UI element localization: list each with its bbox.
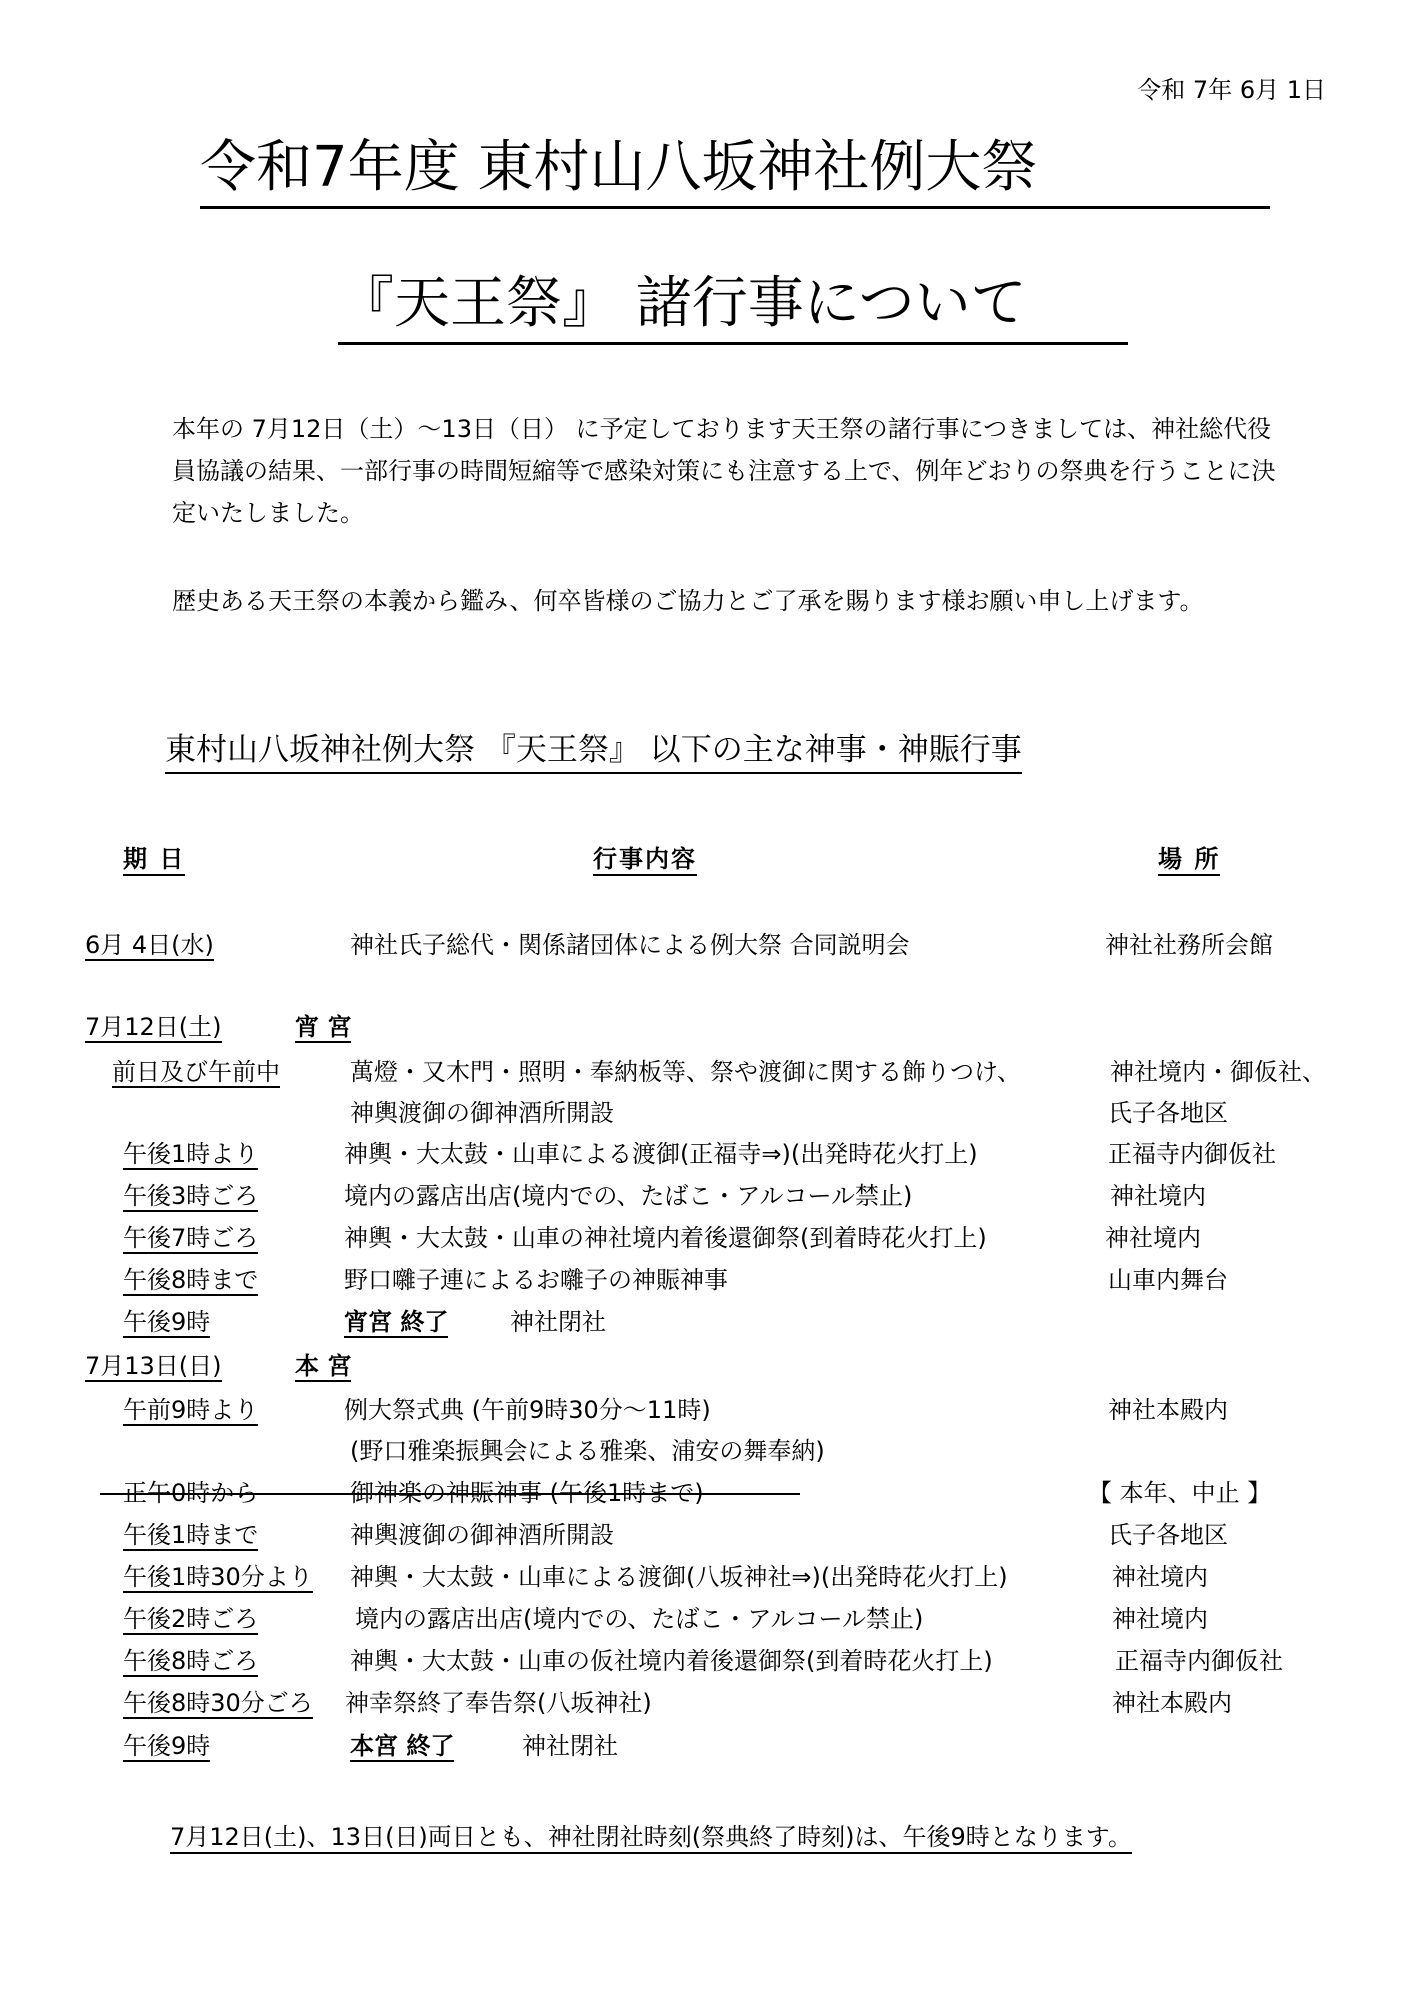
row-time: 午後1時より: [123, 1140, 259, 1168]
row-place: 正福寺内御仮社: [1108, 1140, 1276, 1168]
row-place: 神社境内: [1110, 1182, 1206, 1210]
table-row: [0, 925, 1414, 965]
row-content: 野口囃子連によるお囃子の神賑神事: [344, 1266, 728, 1294]
footer-note: 7月12日(土)、13日(日)両日とも、神社閉社時刻(祭典終了時刻)は、午後9時となります。: [170, 1825, 1132, 1854]
column-header-date: 期 日: [123, 847, 185, 876]
column-header-place: 場 所: [1158, 847, 1220, 876]
day-date: 7月13日(日): [85, 1352, 222, 1380]
day-header-honmiya: [0, 1346, 1414, 1386]
table-row: [0, 1052, 1414, 1092]
row-note: 神社閉社: [522, 1732, 618, 1760]
row-time: 午後2時ごろ: [123, 1605, 259, 1633]
row-time: 午後8時ごろ: [123, 1647, 259, 1675]
row-place: 正福寺内御仮社: [1115, 1647, 1283, 1675]
row-end-label: 本宮 終了: [350, 1732, 455, 1760]
row-content: 萬燈・又木門・照明・奉納板等、祭や渡御に関する飾りつけ、: [350, 1058, 1022, 1086]
intro-paragraph-1: 本年の 7月12日（土）～13日（日） に予定しております天王祭の諸行事につきましては、神社総代役員協議の結果、一部行事の時間短縮等で感染対策にも注意する上で、例年どおりの祭典を行うことに決定いたしました。: [172, 415, 1276, 527]
row-time: 午後7時ごろ: [123, 1224, 259, 1252]
row-content: 神幸祭終了奉告祭(八坂神社): [345, 1689, 652, 1717]
cancelled-notice: 【 本年、中止 】: [1088, 1479, 1272, 1507]
row-content: 神輿渡御の御神酒所開設: [350, 1099, 614, 1127]
row-content: (野口雅楽振興会による雅楽、浦安の舞奉納): [350, 1437, 825, 1465]
row-place: 神社本殿内: [1112, 1689, 1232, 1717]
row-place: 神社境内・御仮社、: [1110, 1058, 1326, 1086]
row-content: 境内の露店出店(境内での、たばこ・アルコール禁止): [355, 1605, 924, 1633]
row-content: 神社氏子総代・関係諸団体による例大祭 合同説明会: [350, 931, 910, 959]
row-content: 神輿・大太鼓・山車による渡御(八坂神社⇒)(出発時花火打上): [350, 1563, 1008, 1591]
row-place: 神社境内: [1112, 1563, 1208, 1591]
schedule-heading: 東村山八坂神社例大祭 『天王祭』 以下の主な神事・神賑行事: [165, 735, 1022, 774]
table-row: [0, 1176, 1414, 1216]
row-place: 山車内舞台: [1108, 1266, 1228, 1294]
day-name: 本 宮: [295, 1352, 352, 1380]
row-place: 神社境内: [1112, 1605, 1208, 1633]
row-content: 神輿・大太鼓・山車の神社境内着後還御祭(到着時花火打上): [344, 1224, 987, 1252]
table-row: [0, 1599, 1414, 1639]
table-row: [0, 1641, 1414, 1681]
row-content: 神輿・大太鼓・山車による渡御(正福寺⇒)(出発時花火打上): [344, 1140, 978, 1168]
row-time: 午後8時まで: [123, 1266, 259, 1294]
row-place: 神社境内: [1105, 1224, 1201, 1252]
table-row: [0, 1515, 1414, 1555]
row-note: 神社閉社: [510, 1308, 606, 1336]
title-line-1: 令和7年度 東村山八坂神社例大祭: [200, 140, 1270, 209]
table-row: [0, 1134, 1414, 1174]
row-time: 午後1時30分より: [123, 1563, 313, 1591]
row-content: 境内の露店出店(境内での、たばこ・アルコール禁止): [344, 1182, 913, 1210]
table-row: [0, 1557, 1414, 1597]
row-time: 午後1時まで: [123, 1521, 259, 1549]
row-content: 神輿渡御の御神酒所開設: [350, 1521, 614, 1549]
day-name: 宵 宮: [295, 1013, 352, 1041]
row-time: 前日及び午前中: [112, 1058, 280, 1086]
row-end-label: 宵宮 終了: [344, 1308, 449, 1336]
day-date: 7月12日(土): [85, 1013, 222, 1041]
row-place: 神社本殿内: [1108, 1396, 1228, 1424]
row-time: 午後9時: [123, 1732, 211, 1760]
row-content: 神輿・大太鼓・山車の仮社境内着後還御祭(到着時花火打上): [350, 1647, 993, 1675]
document-date: 令和 7年 6月 1日: [1137, 76, 1326, 104]
row-time: 午後9時: [123, 1308, 211, 1336]
table-row-cancelled: [0, 1473, 1414, 1513]
row-date: 6月 4日(水): [85, 931, 214, 959]
table-row: [0, 1302, 1414, 1342]
row-content: 例大祭式典 (午前9時30分～11時): [344, 1396, 711, 1424]
row-place: 神社社務所会館: [1105, 931, 1273, 959]
day-header-yoimiya: [0, 1007, 1414, 1047]
row-time: 午後3時ごろ: [123, 1182, 259, 1210]
table-row: [0, 1726, 1414, 1766]
title-line-2: 『天王祭』 諸行事について: [338, 276, 1128, 345]
table-row: [0, 1683, 1414, 1723]
strikethrough-line: [100, 1493, 800, 1495]
table-row: [0, 1093, 1414, 1133]
row-time: 午後8時30分ごろ: [123, 1689, 313, 1717]
table-row: [0, 1390, 1414, 1430]
table-row: [0, 1260, 1414, 1300]
row-content: 御神楽の神賑神事 (午後1時まで): [350, 1479, 704, 1507]
intro-paragraph-2: 歴史ある天王祭の本義から鑑み、何卒皆様のご協力とご了承を賜ります様お願い申し上げます。: [172, 587, 1204, 615]
row-time: 正午0時から: [123, 1479, 259, 1507]
row-place: 氏子各地区: [1108, 1099, 1228, 1127]
table-row: [0, 1218, 1414, 1258]
row-place: 氏子各地区: [1108, 1521, 1228, 1549]
column-header-content: 行事内容: [593, 847, 697, 876]
table-row: [0, 1431, 1414, 1471]
row-time: 午前9時より: [123, 1396, 259, 1424]
